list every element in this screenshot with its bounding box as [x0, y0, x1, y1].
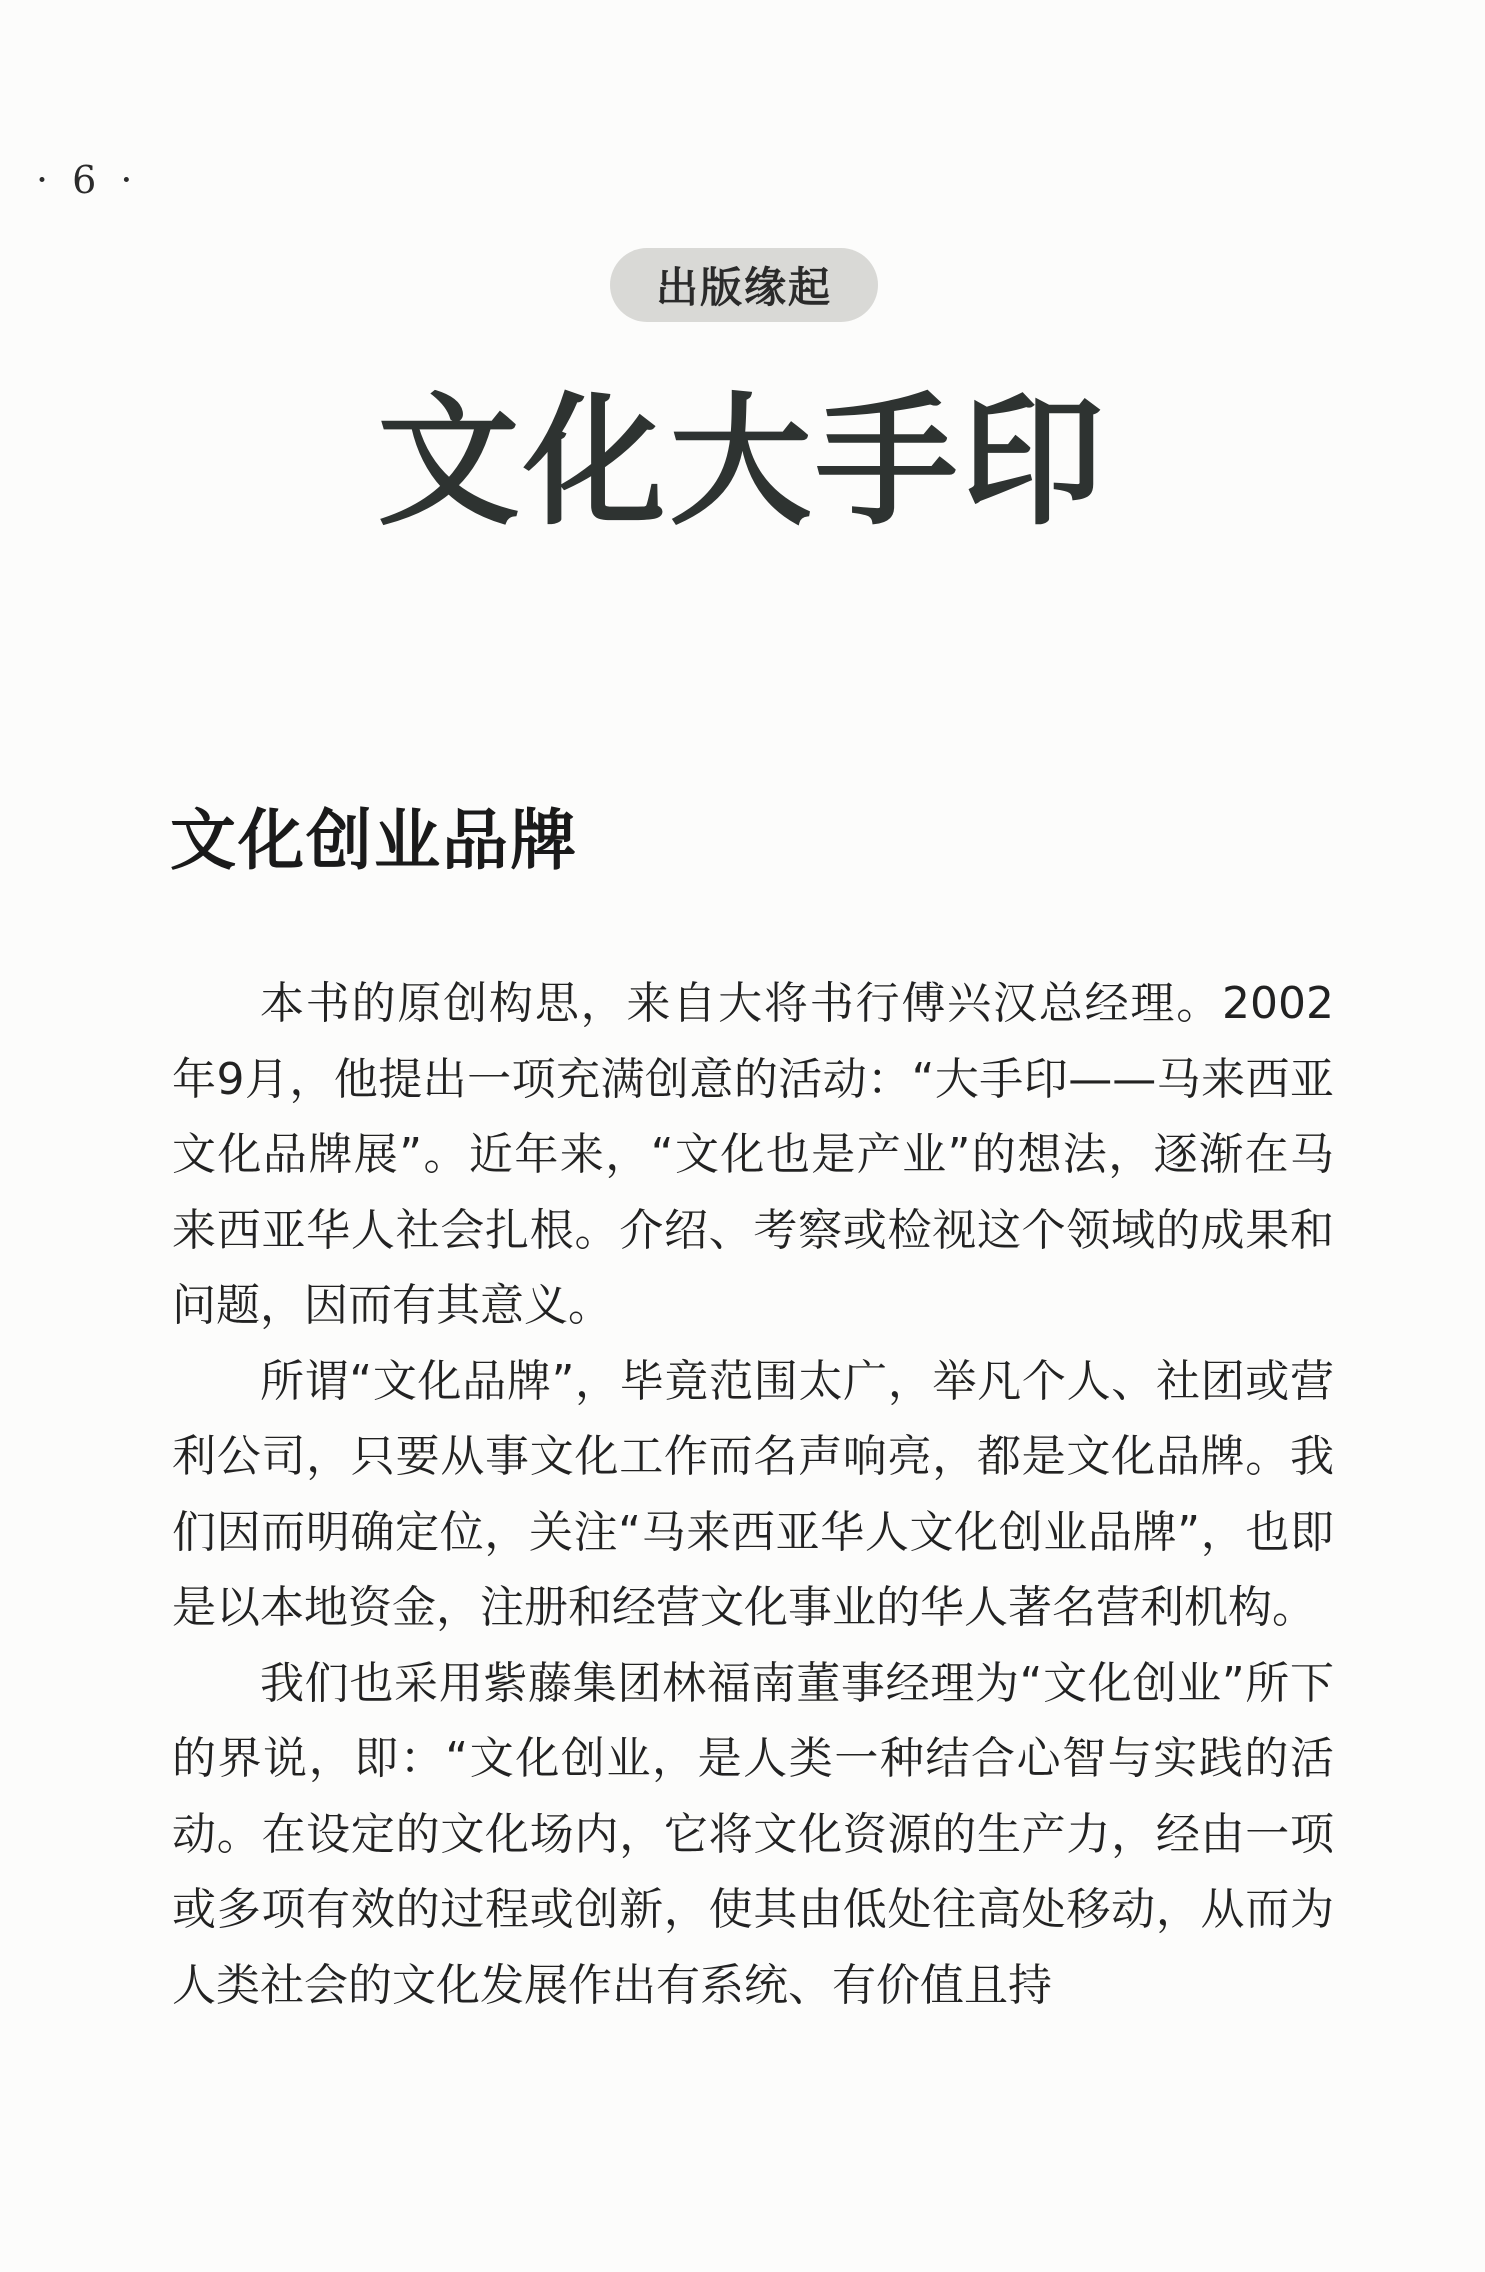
paragraph: 所谓“文化品牌”，毕竟范围太广，举凡个人、社团或营利公司，只要从事文化工作而名声响亮，都是文化品牌。我们因而明确定位，关注“马来西亚华人文化创业品牌”，也即是以本地资金，注册和经营文化事业的华人著名营利机构。 [172, 1355, 1334, 1633]
paragraph: 本书的原创构思，来自大将书行傅兴汉总经理。2002年9月，他提出一项充满创意的活动：“大手印——马来西亚文化品牌展”。近年来，“文化也是产业”的想法，逐渐在马来西亚华人社会扎根。介绍、考察或检视这个领域的成果和问题，因而有其意义。 [172, 978, 1334, 1331]
page-title: 文化大手印 [377, 380, 1108, 545]
paragraph: 我们也采用紫藤集团林福南董事经理为“文化创业”所下的界说，即：“文化创业，是人类一种结合心智与实践的活动。在设定的文化场内，它将文化资源的生产力，经由一项或多项有效的过程或创新，使其由低处往高处移动，从而为人类社会的文化发展作出有系统、有价值且持 [172, 1657, 1334, 2011]
page-number: · 6 · [36, 158, 139, 202]
section-heading: 文化创业品牌 [170, 802, 578, 879]
body-text [172, 966, 1334, 2023]
section-label: 出版缘起 [655, 263, 832, 312]
section-label-pill [610, 248, 878, 322]
